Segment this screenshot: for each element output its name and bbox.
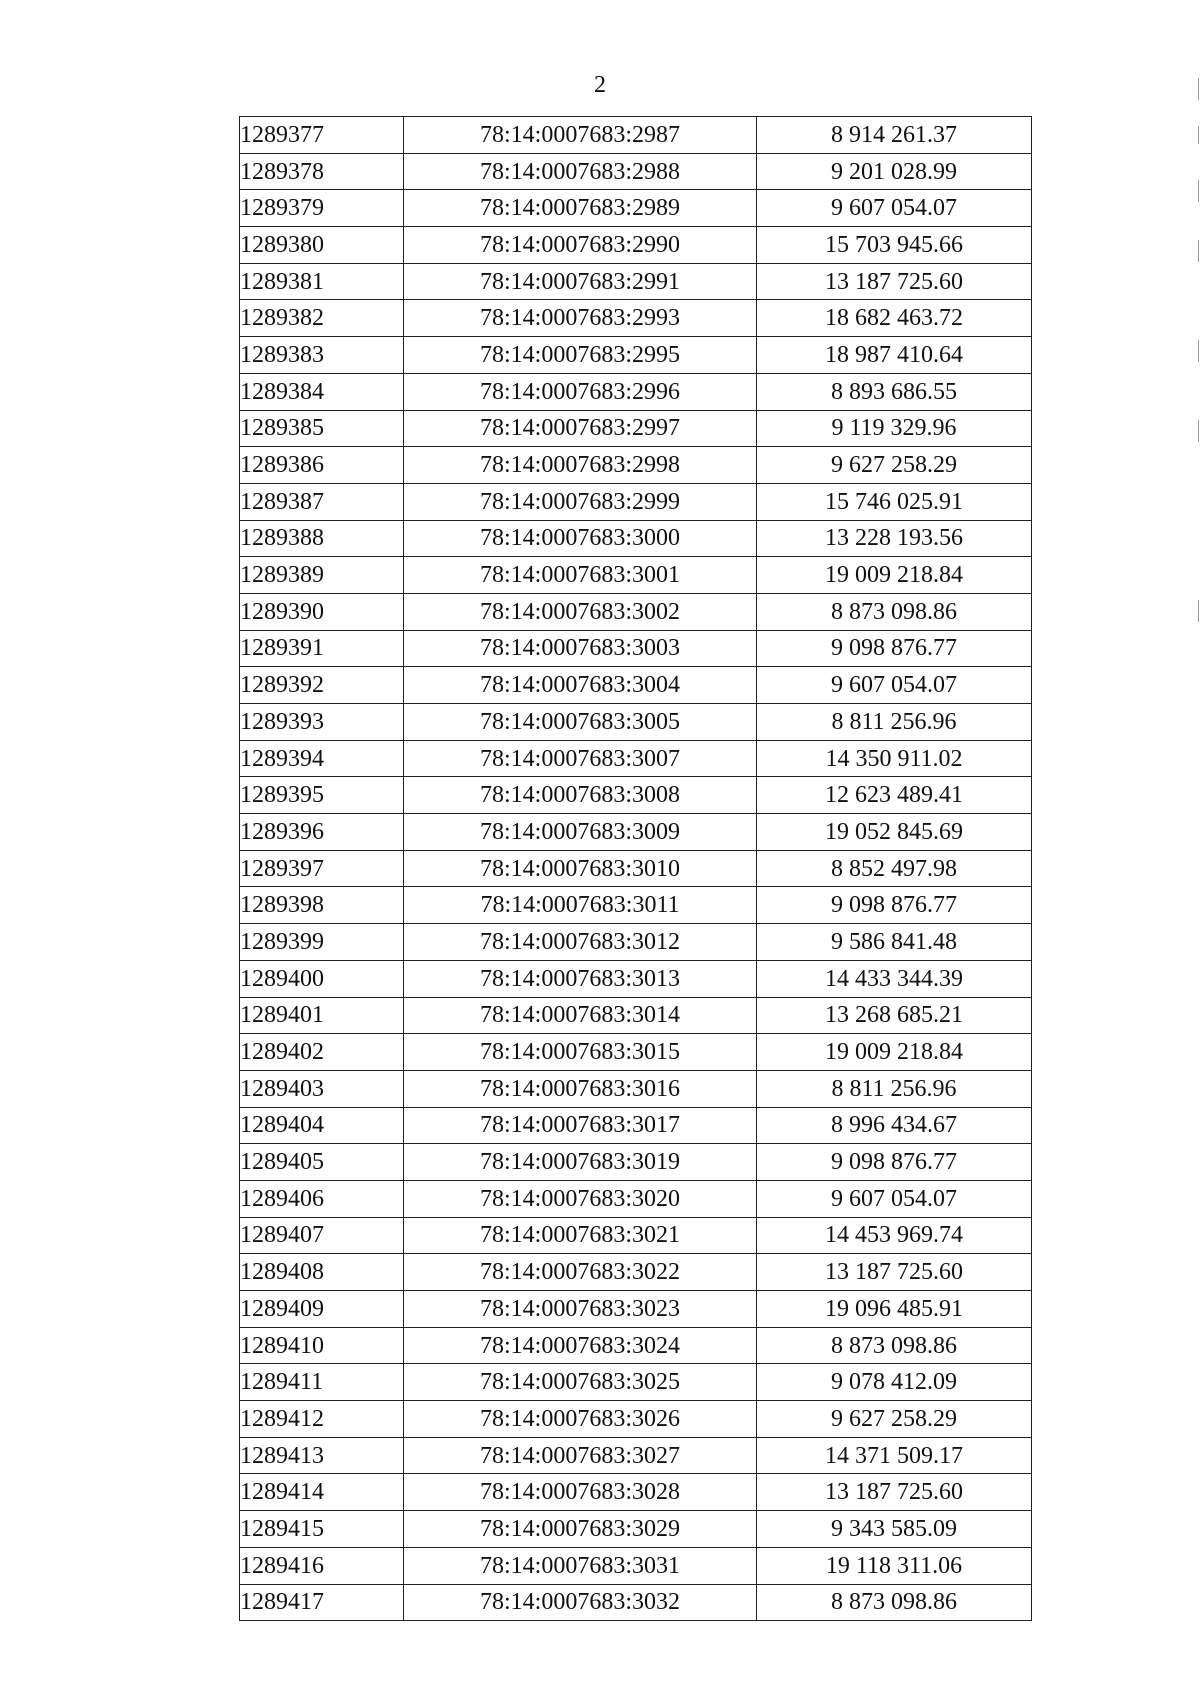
table-row: [240, 630, 1032, 667]
cadastral-number-cell: 78:14:0007683:3000: [404, 520, 757, 557]
row-id-cell: 1289407: [240, 1217, 404, 1254]
cadastral-value-table: [239, 116, 1032, 1621]
cadastral-number-cell: 78:14:0007683:3023: [404, 1291, 757, 1328]
row-id-cell: 1289410: [240, 1327, 404, 1364]
table-row: [240, 593, 1032, 630]
cadastral-value-cell: 13 268 685.21: [757, 997, 1032, 1034]
cadastral-number-cell: 78:14:0007683:3014: [404, 997, 757, 1034]
table-row: [240, 1034, 1032, 1071]
table-row: [240, 190, 1032, 227]
cadastral-value-cell: 15 703 945.66: [757, 227, 1032, 264]
cadastral-value-cell: 9 607 054.07: [757, 1180, 1032, 1217]
row-id-cell: 1289391: [240, 630, 404, 667]
cadastral-number-cell: 78:14:0007683:3025: [404, 1364, 757, 1401]
cadastral-number-cell: 78:14:0007683:2987: [404, 117, 757, 154]
table-row: [240, 557, 1032, 594]
table-row: [240, 1217, 1032, 1254]
table-row: [240, 227, 1032, 264]
cadastral-value-cell: 19 052 845.69: [757, 814, 1032, 851]
row-id-cell: 1289393: [240, 704, 404, 741]
cadastral-value-cell: 8 811 256.96: [757, 704, 1032, 741]
row-id-cell: 1289395: [240, 777, 404, 814]
table-row: [240, 1291, 1032, 1328]
row-id-cell: 1289396: [240, 814, 404, 851]
scan-margin-mark: [1198, 78, 1199, 100]
cadastral-value-cell: 9 627 258.29: [757, 447, 1032, 484]
row-id-cell: 1289417: [240, 1584, 404, 1621]
row-id-cell: 1289387: [240, 483, 404, 520]
row-id-cell: 1289401: [240, 997, 404, 1034]
table-row: [240, 263, 1032, 300]
cadastral-number-cell: 78:14:0007683:3022: [404, 1254, 757, 1291]
row-id-cell: 1289378: [240, 153, 404, 190]
table-row: [240, 1584, 1032, 1621]
cadastral-value-cell: 9 078 412.09: [757, 1364, 1032, 1401]
row-id-cell: 1289390: [240, 593, 404, 630]
scan-margin-mark: [1198, 340, 1199, 362]
table-row: [240, 1144, 1032, 1181]
cadastral-number-cell: 78:14:0007683:2996: [404, 373, 757, 410]
cadastral-value-cell: 13 187 725.60: [757, 263, 1032, 300]
cadastral-value-cell: 18 682 463.72: [757, 300, 1032, 337]
cadastral-number-cell: 78:14:0007683:3012: [404, 924, 757, 961]
scan-margin-mark: [1198, 600, 1199, 622]
cadastral-number-cell: 78:14:0007683:2995: [404, 337, 757, 374]
row-id-cell: 1289385: [240, 410, 404, 447]
table-row: [240, 410, 1032, 447]
row-id-cell: 1289403: [240, 1070, 404, 1107]
table-row: [240, 924, 1032, 961]
cadastral-number-cell: 78:14:0007683:3020: [404, 1180, 757, 1217]
cadastral-number-cell: 78:14:0007683:2997: [404, 410, 757, 447]
cadastral-value-cell: 13 187 725.60: [757, 1254, 1032, 1291]
cadastral-value-cell: 9 607 054.07: [757, 190, 1032, 227]
table-row: [240, 667, 1032, 704]
table-row: [240, 1547, 1032, 1584]
cadastral-number-cell: 78:14:0007683:3001: [404, 557, 757, 594]
cadastral-number-cell: 78:14:0007683:2998: [404, 447, 757, 484]
row-id-cell: 1289402: [240, 1034, 404, 1071]
table-row: [240, 1180, 1032, 1217]
row-id-cell: 1289408: [240, 1254, 404, 1291]
cadastral-value-cell: 13 187 725.60: [757, 1474, 1032, 1511]
cadastral-value-cell: 19 096 485.91: [757, 1291, 1032, 1328]
cadastral-number-cell: 78:14:0007683:2989: [404, 190, 757, 227]
scan-margin-mark: [1198, 126, 1199, 144]
row-id-cell: 1289377: [240, 117, 404, 154]
page-number: 2: [594, 72, 606, 98]
cadastral-value-cell: 8 811 256.96: [757, 1070, 1032, 1107]
row-id-cell: 1289416: [240, 1547, 404, 1584]
row-id-cell: 1289404: [240, 1107, 404, 1144]
cadastral-value-cell: 8 873 098.86: [757, 1584, 1032, 1621]
cadastral-value-cell: 8 852 497.98: [757, 850, 1032, 887]
cadastral-number-cell: 78:14:0007683:3007: [404, 740, 757, 777]
cadastral-value-cell: 8 996 434.67: [757, 1107, 1032, 1144]
table-row: [240, 704, 1032, 741]
table-row: [240, 300, 1032, 337]
cadastral-value-cell: 9 119 329.96: [757, 410, 1032, 447]
cadastral-value-cell: 14 433 344.39: [757, 960, 1032, 997]
cadastral-value-cell: 14 453 969.74: [757, 1217, 1032, 1254]
row-id-cell: 1289413: [240, 1437, 404, 1474]
cadastral-value-cell: 14 350 911.02: [757, 740, 1032, 777]
row-id-cell: 1289388: [240, 520, 404, 557]
cadastral-number-cell: 78:14:0007683:2991: [404, 263, 757, 300]
row-id-cell: 1289415: [240, 1511, 404, 1548]
cadastral-number-cell: 78:14:0007683:3016: [404, 1070, 757, 1107]
cadastral-number-cell: 78:14:0007683:3004: [404, 667, 757, 704]
row-id-cell: 1289400: [240, 960, 404, 997]
row-id-cell: 1289381: [240, 263, 404, 300]
cadastral-number-cell: 78:14:0007683:3027: [404, 1437, 757, 1474]
row-id-cell: 1289389: [240, 557, 404, 594]
table-row: [240, 814, 1032, 851]
row-id-cell: 1289398: [240, 887, 404, 924]
scan-margin-mark: [1198, 180, 1199, 202]
cadastral-number-cell: 78:14:0007683:3032: [404, 1584, 757, 1621]
cadastral-value-cell: 19 009 218.84: [757, 1034, 1032, 1071]
table-row: [240, 1254, 1032, 1291]
cadastral-value-cell: 9 343 585.09: [757, 1511, 1032, 1548]
table-row: [240, 337, 1032, 374]
cadastral-value-cell: 8 873 098.86: [757, 1327, 1032, 1364]
row-id-cell: 1289379: [240, 190, 404, 227]
cadastral-value-cell: 15 746 025.91: [757, 483, 1032, 520]
cadastral-number-cell: 78:14:0007683:3019: [404, 1144, 757, 1181]
row-id-cell: 1289392: [240, 667, 404, 704]
table-row: [240, 1327, 1032, 1364]
cadastral-number-cell: 78:14:0007683:2988: [404, 153, 757, 190]
table-body: [240, 117, 1032, 1621]
cadastral-value-cell: 8 873 098.86: [757, 593, 1032, 630]
cadastral-number-cell: 78:14:0007683:3024: [404, 1327, 757, 1364]
table-row: [240, 1107, 1032, 1144]
cadastral-number-cell: 78:14:0007683:3017: [404, 1107, 757, 1144]
cadastral-value-cell: 9 627 258.29: [757, 1401, 1032, 1438]
row-id-cell: 1289414: [240, 1474, 404, 1511]
cadastral-number-cell: 78:14:0007683:3003: [404, 630, 757, 667]
cadastral-number-cell: 78:14:0007683:3010: [404, 850, 757, 887]
cadastral-number-cell: 78:14:0007683:3013: [404, 960, 757, 997]
cadastral-value-cell: 9 098 876.77: [757, 1144, 1032, 1181]
table-row: [240, 1070, 1032, 1107]
cadastral-number-cell: 78:14:0007683:3028: [404, 1474, 757, 1511]
table-row: [240, 520, 1032, 557]
row-id-cell: 1289382: [240, 300, 404, 337]
table-row: [240, 373, 1032, 410]
table-row: [240, 850, 1032, 887]
row-id-cell: 1289412: [240, 1401, 404, 1438]
cadastral-value-cell: 14 371 509.17: [757, 1437, 1032, 1474]
cadastral-value-cell: 19 118 311.06: [757, 1547, 1032, 1584]
cadastral-number-cell: 78:14:0007683:3015: [404, 1034, 757, 1071]
table-row: [240, 997, 1032, 1034]
row-id-cell: 1289411: [240, 1364, 404, 1401]
cadastral-value-cell: 13 228 193.56: [757, 520, 1032, 557]
table-row: [240, 960, 1032, 997]
scan-margin-mark: [1198, 420, 1199, 442]
row-id-cell: 1289397: [240, 850, 404, 887]
cadastral-value-cell: 9 201 028.99: [757, 153, 1032, 190]
cadastral-number-cell: 78:14:0007683:2993: [404, 300, 757, 337]
cadastral-value-cell: 8 893 686.55: [757, 373, 1032, 410]
cadastral-value-cell: 9 098 876.77: [757, 630, 1032, 667]
cadastral-number-cell: 78:14:0007683:3005: [404, 704, 757, 741]
table-row: [240, 1401, 1032, 1438]
table-row: [240, 483, 1032, 520]
cadastral-number-cell: 78:14:0007683:3031: [404, 1547, 757, 1584]
cadastral-number-cell: 78:14:0007683:3002: [404, 593, 757, 630]
table-row: [240, 777, 1032, 814]
row-id-cell: 1289409: [240, 1291, 404, 1328]
row-id-cell: 1289386: [240, 447, 404, 484]
table-row: [240, 740, 1032, 777]
row-id-cell: 1289405: [240, 1144, 404, 1181]
cadastral-value-cell: 9 098 876.77: [757, 887, 1032, 924]
table-row: [240, 1474, 1032, 1511]
cadastral-number-cell: 78:14:0007683:3021: [404, 1217, 757, 1254]
cadastral-number-cell: 78:14:0007683:3029: [404, 1511, 757, 1548]
cadastral-number-cell: 78:14:0007683:2999: [404, 483, 757, 520]
cadastral-value-cell: 9 586 841.48: [757, 924, 1032, 961]
table-row: [240, 117, 1032, 154]
table-row: [240, 1511, 1032, 1548]
cadastral-value-cell: 9 607 054.07: [757, 667, 1032, 704]
cadastral-value-cell: 19 009 218.84: [757, 557, 1032, 594]
table-row: [240, 887, 1032, 924]
cadastral-value-cell: 8 914 261.37: [757, 117, 1032, 154]
row-id-cell: 1289394: [240, 740, 404, 777]
cadastral-number-cell: 78:14:0007683:3009: [404, 814, 757, 851]
row-id-cell: 1289380: [240, 227, 404, 264]
cadastral-number-cell: 78:14:0007683:3011: [404, 887, 757, 924]
table-row: [240, 447, 1032, 484]
row-id-cell: 1289399: [240, 924, 404, 961]
table-row: [240, 1437, 1032, 1474]
cadastral-value-cell: 12 623 489.41: [757, 777, 1032, 814]
row-id-cell: 1289383: [240, 337, 404, 374]
table-row: [240, 153, 1032, 190]
scan-margin-mark: [1198, 240, 1199, 262]
cadastral-number-cell: 78:14:0007683:2990: [404, 227, 757, 264]
row-id-cell: 1289384: [240, 373, 404, 410]
cadastral-number-cell: 78:14:0007683:3008: [404, 777, 757, 814]
table-row: [240, 1364, 1032, 1401]
cadastral-value-cell: 18 987 410.64: [757, 337, 1032, 374]
row-id-cell: 1289406: [240, 1180, 404, 1217]
cadastral-number-cell: 78:14:0007683:3026: [404, 1401, 757, 1438]
